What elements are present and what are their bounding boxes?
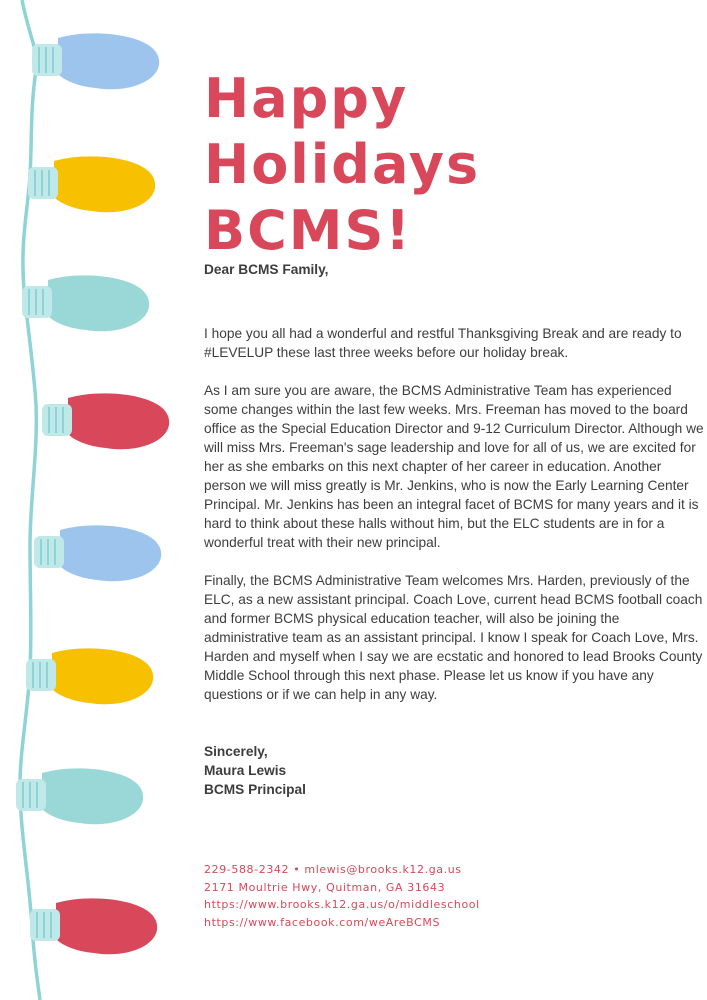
light-bulb-icon — [30, 898, 157, 954]
letter-body — [204, 260, 704, 799]
page-title — [204, 66, 694, 264]
paragraph-team-changes: As I am sure you are aware, the BCMS Administrative Team has experienced some changes within the last few weeks. Mrs. Freeman has moved to the board office as the Special Education Director and 9-12 Curriculum Director. Although we will miss Mrs. Freeman's sage leadership and love for all of us, we are excited for her as she embarks on this next chapter of her career in education. Another person we will miss greatly is Mr. Jenkins, who is now the Early Learning Center Principal. Mr. Jenkins has been an integral facet of BCMS for many years and it is hard to think about these halls without him, but the ELC students are in for a wonderful treat with their new principal. — [204, 383, 704, 550]
title-line-1: Happy Holidays — [204, 67, 481, 196]
light-bulb-icon — [32, 33, 159, 89]
facebook-link[interactable]: https://www.facebook.com/weAreBCMS — [204, 915, 441, 929]
paragraph-intro: I hope you all had a wonderful and restful Thanksgiving Break and are ready to #LEVELUP these last three weeks before our holiday break. — [204, 326, 682, 360]
light-bulb-icon — [16, 768, 143, 824]
light-bulb-icon — [34, 525, 161, 581]
signature-block — [204, 742, 704, 799]
light-bulb-icon — [22, 275, 149, 331]
string-lights-decoration — [0, 0, 200, 1000]
closing: Sincerely, — [204, 744, 268, 759]
paragraph-new-team: Finally, the BCMS Administrative Team welcomes Mrs. Harden, previously of the ELC, as a new assistant principal. Coach Love, current head BCMS football coach and former BCMS physical education teacher, will also be joining the administrative team as an assistant principal. I know I speak for Coach Love, Mrs. Harden and myself when I say we are ecstatic and honored to lead Brooks County Middle School through this next phase. Please let us know if you have any questions or if we can help in any way. — [204, 573, 703, 702]
light-bulb-icon — [42, 393, 169, 449]
address: 2171 Moultrie Hwy, Quitman, GA 31643 — [204, 880, 446, 894]
light-bulb-icon — [26, 648, 153, 704]
light-bulb-icon — [28, 156, 155, 212]
signer-title: BCMS Principal — [204, 782, 306, 797]
contact-info — [204, 861, 604, 931]
signer-name: Maura Lewis — [204, 763, 287, 778]
light-wire — [20, 0, 40, 1000]
phone-email: 229-588-2342 • mlewis@brooks.k12.ga.us — [204, 863, 462, 876]
title-line-2: BCMS! — [204, 199, 413, 262]
website-link[interactable]: https://www.brooks.k12.ga.us/o/middleschool — [204, 898, 480, 911]
salutation: Dear BCMS Family, — [204, 262, 329, 277]
